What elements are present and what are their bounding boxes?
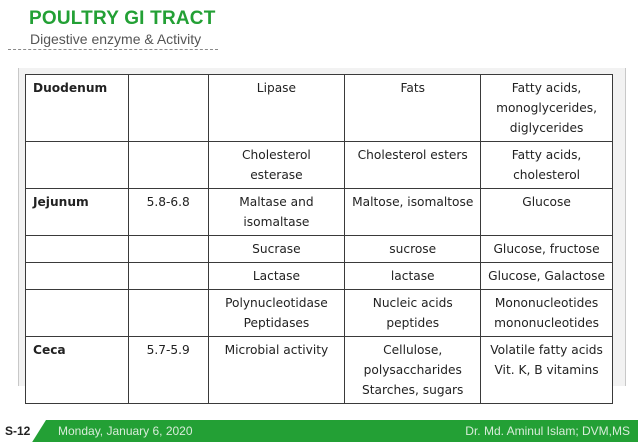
ph-cell (128, 236, 208, 263)
segment-cell: Duodenum (26, 75, 129, 142)
enzyme-cell: Cholesterol esterase (208, 142, 345, 189)
table-row (26, 263, 613, 290)
substrate-cell: sucrose (345, 236, 481, 263)
enzyme-table (25, 74, 613, 404)
product-cell: Fatty acids, monoglycerides, diglycerides (481, 75, 613, 142)
segment-cell (26, 263, 129, 290)
enzyme-cell: Maltase and isomaltase (208, 189, 345, 236)
segment-cell (26, 142, 129, 189)
enzyme-cell: Lactase (208, 263, 345, 290)
segment-cell: Jejunum (26, 189, 129, 236)
slide-subtitle: Digestive enzyme & Activity (30, 31, 202, 47)
title-divider (8, 49, 218, 50)
ph-cell (128, 75, 208, 142)
table-row (26, 189, 613, 236)
product-cell: Mononucleotides mononucleotides (481, 290, 613, 337)
ph-cell (128, 263, 208, 290)
footer-author: Dr. Md. Aminul Islam; DVM,MS (465, 424, 630, 438)
substrate-cell: Nucleic acids peptides (345, 290, 481, 337)
substrate-cell: lactase (345, 263, 481, 290)
ph-cell: 5.7-5.9 (128, 337, 208, 404)
segment-cell (26, 236, 129, 263)
substrate-cell: Fats (345, 75, 481, 142)
enzyme-cell: Microbial activity (208, 337, 345, 404)
product-cell: Fatty acids, cholesterol (481, 142, 613, 189)
product-cell: Glucose, fructose (481, 236, 613, 263)
table-row (26, 236, 613, 263)
product-cell: Volatile fatty acids Vit. K, B vitamins (481, 337, 613, 404)
segment-cell: Ceca (26, 337, 129, 404)
table-row (26, 290, 613, 337)
ph-cell (128, 142, 208, 189)
ph-cell (128, 290, 208, 337)
enzyme-cell: Sucrase (208, 236, 345, 263)
substrate-cell: Cellulose, polysaccharides Starches, sugars (345, 337, 481, 404)
segment-cell (26, 290, 129, 337)
footer-date: Monday, January 6, 2020 (58, 424, 193, 438)
enzyme-cell: Lipase (208, 75, 345, 142)
slide-number: S-12 (5, 424, 31, 438)
substrate-cell: Cholesterol esters (345, 142, 481, 189)
substrate-cell: Maltose, isomaltose (345, 189, 481, 236)
table-row (26, 75, 613, 142)
enzyme-cell: Polynucleotidase Peptidases (208, 290, 345, 337)
slide-title: POULTRY GI TRACT (29, 8, 216, 29)
table-row (26, 142, 613, 189)
product-cell: Glucose, Galactose (481, 263, 613, 290)
table-row (26, 337, 613, 404)
ph-cell: 5.8-6.8 (128, 189, 208, 236)
product-cell: Glucose (481, 189, 613, 236)
